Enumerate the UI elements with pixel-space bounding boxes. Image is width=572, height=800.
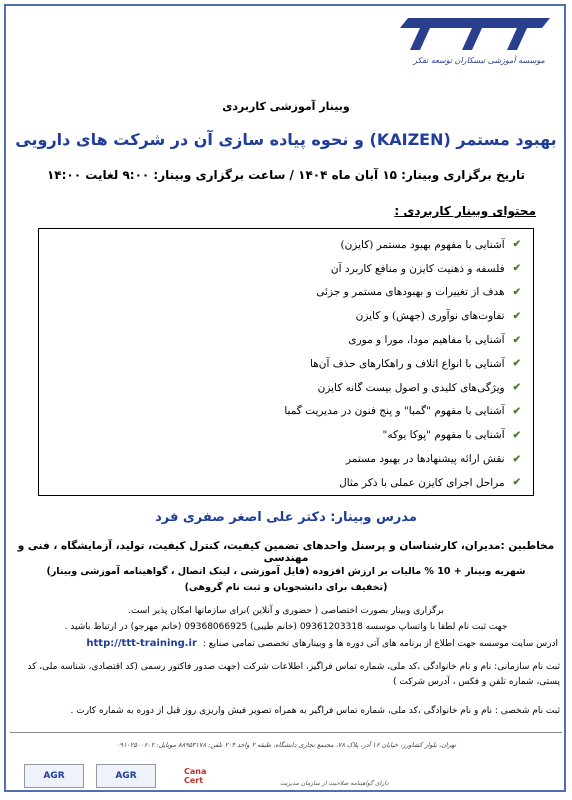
footer-address: تهران، بلوار کشاورز، خیابان ۱۶ آذر، پلاک ۷۸، مجتمع تجاری دانشگاه، طبقه ۲ واحد ۲۰۴ تلفن: ۸۸۹۵۳۱۷۸ موبایل: ۰۹۱۰۲۵۰۰۶۰۲: [116, 741, 456, 749]
list-item: [61, 352, 521, 376]
topic-text: آشنایی با مفاهیم مودا، مورا و موری: [348, 334, 505, 347]
topic-text: تفاوت‌های نوآوری (جهش) و کایزن: [355, 310, 505, 323]
topics-list: [61, 233, 521, 495]
topic-text: آشنایی با مفهوم "گمبا" و پنج فنون در مدیریت گمبا: [284, 405, 505, 418]
list-item: [61, 304, 521, 328]
check-arrow-icon: ✔: [512, 453, 521, 465]
personal-registration: ثبت نام شخصی : نام و نام خانوادگی ،کد ملی، شماره تماس فراگیر به همراه تصویر فیش واریزی روز قبل از دوره به شماره کارت .: [70, 706, 560, 716]
topics-box: [38, 228, 534, 496]
fee-line: شهریه وبینار + 10 % مالیات بر ارزش افزوده (فایل آموزشی ، لینک اتصال ، گواهینامه آموزشی وبینار): [46, 566, 526, 577]
check-arrow-icon: ✔: [512, 334, 521, 346]
check-arrow-icon: ✔: [512, 358, 521, 370]
webinar-datetime: تاریخ برگزاری وبینار: ۱۵ آبان ماه ۱۴۰۴ / ساعت برگزاری وبینار: ۹:۰۰ لغایت ۱۴:۰۰: [46, 168, 526, 182]
list-item: [61, 376, 521, 400]
topic-text: آشنایی با مفهوم "پوکا یوکه": [382, 429, 505, 442]
contact-line: جهت ثبت نام لطفا با واتساپ موسسه 09361203318 (خانم طیبی) 09368066925 (خانم مهرجو) در ارتباط باشید .: [64, 622, 508, 632]
check-arrow-icon: ✔: [512, 263, 521, 275]
topic-text: آشنایی با انواع اتلاف و راهکارهای حذف آن‌ها: [310, 357, 505, 370]
check-arrow-icon: ✔: [512, 286, 521, 298]
topic-text: فلسفه و ذهنیت کایزن و منافع کاربرد آن: [330, 262, 505, 275]
list-item: [61, 471, 521, 495]
topic-text: آشنایی با مفهوم بهبود مستمر (کایزن): [340, 238, 505, 251]
topic-text: مراحل اجرای کایزن عملی با ذکر مثال: [339, 476, 505, 489]
website-link[interactable]: http://ttt-training.ir: [86, 638, 197, 649]
logo-caption: موسسه آموزشی تیسکاران توسعه تفکر: [413, 56, 545, 65]
audience-line: مخاطبین :مدیران، کارشناسان و پرسنل واحدهای تضمین کیفیت، کنترل کیفیت، تولید، آزمایشگاه ، فنی و مهندسی: [17, 540, 555, 564]
list-item: [61, 257, 521, 281]
check-arrow-icon: ✔: [512, 239, 521, 251]
org-registration: ثبت نام سازمانی: نام و نام خانوادگی ،کد ملی، شماره تماس فراگیر، اطلاعات شرکت (جهت صدور فاکتور رسمی (کد اقتصادی، شناسه ملی، کد پستی، شماره تلفن و فکس ، آدرس شرکت ): [27, 662, 560, 687]
list-item: [61, 233, 521, 257]
website-line: [14, 638, 558, 649]
list-item: [61, 447, 521, 471]
webinar-subtitle: وبینار آموزشی کاربردی: [222, 100, 350, 113]
check-arrow-icon: ✔: [512, 382, 521, 394]
content-heading: محتوای وبینار کاربردی :: [394, 204, 536, 218]
instructor-line: مدرس وبینار: دکتر علی اصغر صفری فرد: [155, 510, 417, 525]
list-item: [61, 400, 521, 424]
cert-label: دارای گواهینامه صلاحیت از سازمان مدیریت: [280, 780, 389, 787]
list-item: [61, 423, 521, 447]
webinar-title: بهبود مستمر (KAIZEN) و نحوه پیاده سازی آن در شرکت های دارویی: [15, 130, 557, 149]
website-text: ادرس سایت موسسه جهت اطلاع از برنامه های آتی دوره ها و وبینارهای تخصصی تمامی صنایع :: [202, 638, 558, 649]
topic-text: هدف از تغییرات و بهبودهای مستمر و جزئی: [316, 286, 505, 299]
canacert-logo: Cana Cert: [184, 764, 228, 788]
check-arrow-icon: ✔: [512, 310, 521, 322]
list-item: [61, 281, 521, 305]
discount-line: (تخفیف برای دانشجویان و ثبت نام گروهی): [184, 582, 388, 593]
check-arrow-icon: ✔: [512, 429, 521, 441]
agr-cert-logo: AGR: [24, 764, 84, 788]
topic-text: نقش ارائه پیشنهادها در بهبود مستمر: [345, 453, 505, 466]
list-item: [61, 328, 521, 352]
check-arrow-icon: ✔: [512, 477, 521, 489]
footer-divider: [10, 732, 562, 733]
topic-text: ویژگی‌های کلیدی و اصول بیست گانه کایزن: [317, 381, 505, 394]
check-arrow-icon: ✔: [512, 405, 521, 417]
agr-cert-logo: AGR: [96, 764, 156, 788]
mode-line: برگزاری وبینار بصورت اختصاصی ( حضوری و آنلاین )برای سازمانها امکان پذیر است.: [128, 606, 444, 616]
